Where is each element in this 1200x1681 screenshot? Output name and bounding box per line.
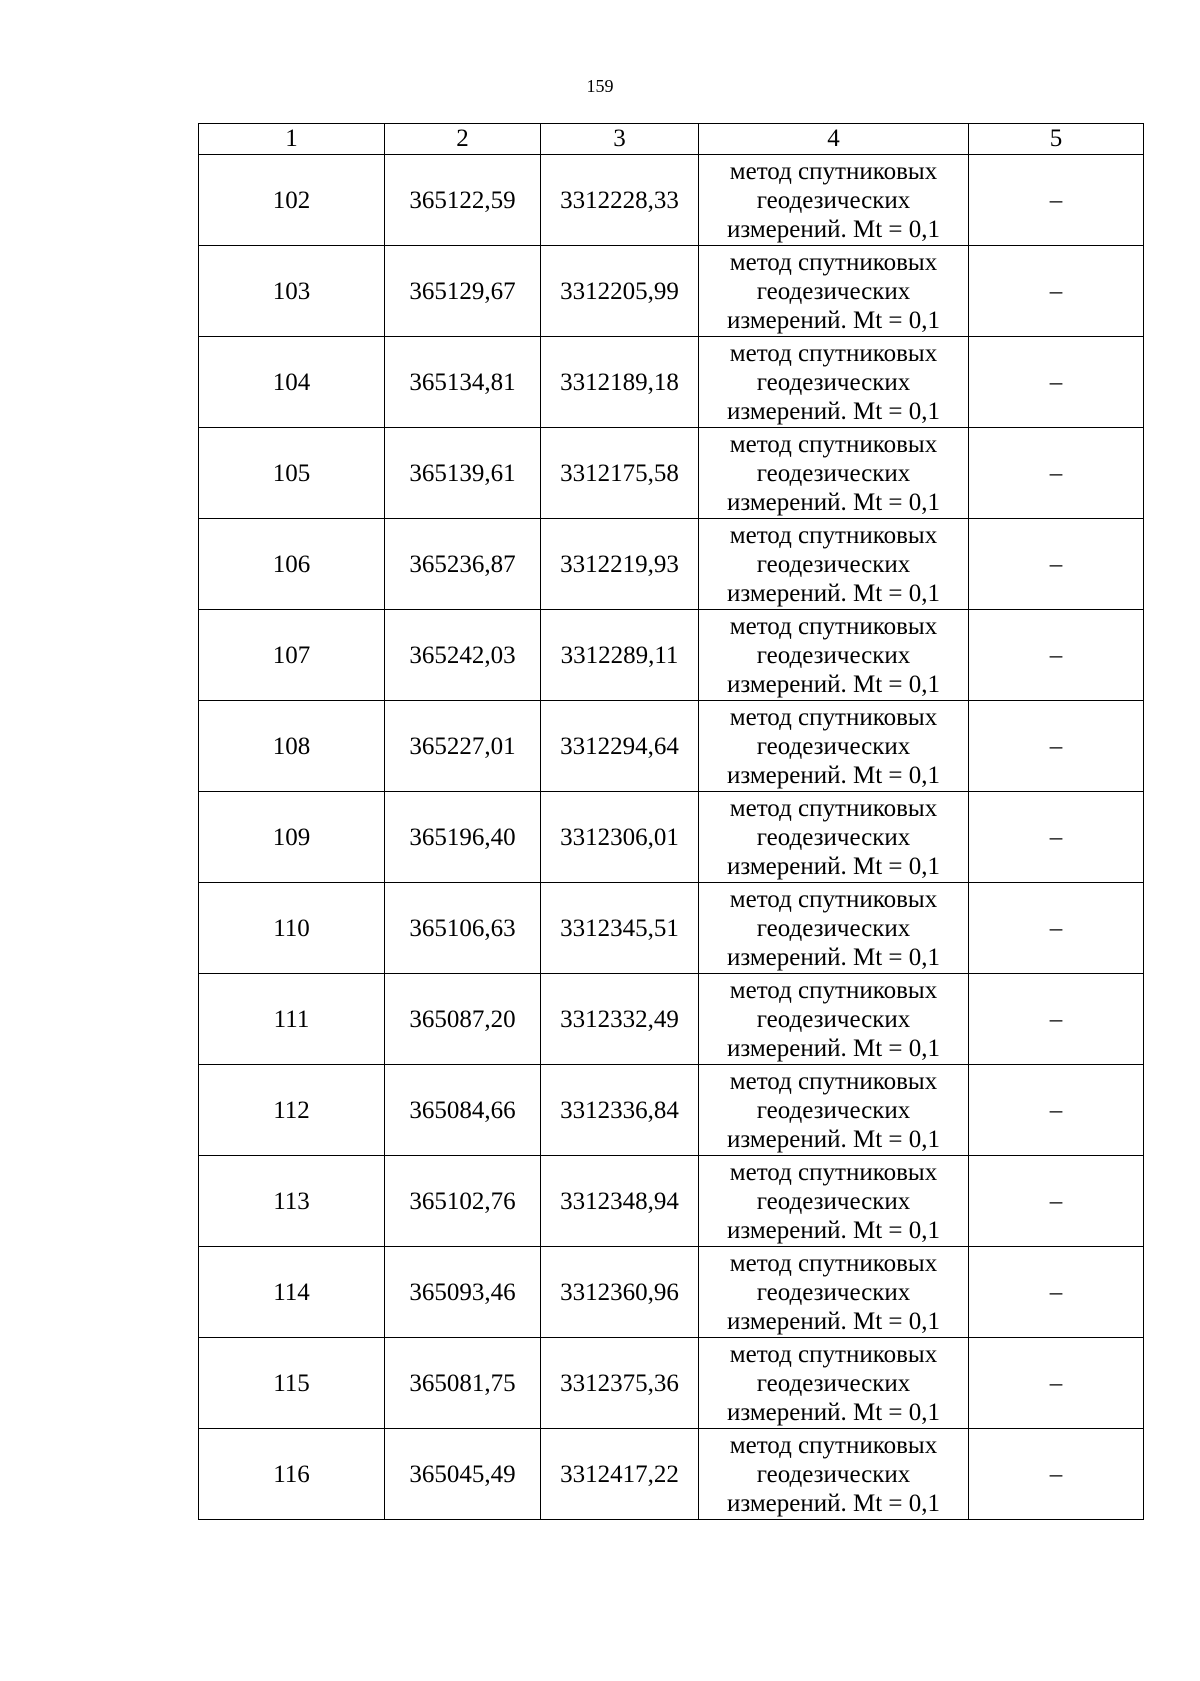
method-line: геодезических <box>756 186 911 214</box>
note-cell: – <box>969 246 1144 337</box>
y-coordinate-cell: 3312205,99 <box>541 246 699 337</box>
note-cell: – <box>969 1156 1144 1247</box>
note-cell: – <box>969 1338 1144 1429</box>
point-number-cell: 113 <box>199 1156 385 1247</box>
method-cell <box>699 1156 969 1247</box>
table-row <box>199 428 1144 519</box>
table-row <box>199 1247 1144 1338</box>
method-line: геодезических <box>756 1460 911 1488</box>
y-coordinate-cell: 3312375,36 <box>541 1338 699 1429</box>
table-row <box>199 701 1144 792</box>
table-row <box>199 1338 1144 1429</box>
method-line: геодезических <box>756 459 911 487</box>
method-line: измерений. Mt = 0,1 <box>726 579 941 607</box>
x-coordinate-cell: 365134,81 <box>385 337 541 428</box>
method-line: измерений. Mt = 0,1 <box>726 215 941 243</box>
note-cell: – <box>969 1429 1144 1520</box>
method-line: геодезических <box>756 732 911 760</box>
note-cell: – <box>969 701 1144 792</box>
y-coordinate-cell: 3312336,84 <box>541 1065 699 1156</box>
method-cell <box>699 1338 969 1429</box>
table-row <box>199 1429 1144 1520</box>
note-cell: – <box>969 519 1144 610</box>
method-cell <box>699 792 969 883</box>
point-number-cell: 109 <box>199 792 385 883</box>
note-cell: – <box>969 1247 1144 1338</box>
point-number-cell: 105 <box>199 428 385 519</box>
table-row <box>199 1156 1144 1247</box>
y-coordinate-cell: 3312332,49 <box>541 974 699 1065</box>
x-coordinate-cell: 365129,67 <box>385 246 541 337</box>
y-coordinate-cell: 3312228,33 <box>541 155 699 246</box>
method-cell <box>699 155 969 246</box>
method-cell <box>699 610 969 701</box>
method-cell <box>699 974 969 1065</box>
method-line: метод спутниковых <box>729 157 938 185</box>
method-line: измерений. Mt = 0,1 <box>726 1034 941 1062</box>
y-coordinate-cell: 3312289,11 <box>541 610 699 701</box>
method-cell <box>699 428 969 519</box>
column-header-1: 1 <box>199 124 385 155</box>
table-row <box>199 883 1144 974</box>
method-line: геодезических <box>756 550 911 578</box>
point-number-cell: 110 <box>199 883 385 974</box>
method-line: метод спутниковых <box>729 1431 938 1459</box>
table-row <box>199 155 1144 246</box>
point-number-cell: 106 <box>199 519 385 610</box>
y-coordinate-cell: 3312175,58 <box>541 428 699 519</box>
method-cell <box>699 1429 969 1520</box>
method-line: измерений. Mt = 0,1 <box>726 943 941 971</box>
point-number-cell: 103 <box>199 246 385 337</box>
point-number-cell: 108 <box>199 701 385 792</box>
y-coordinate-cell: 3312345,51 <box>541 883 699 974</box>
method-line: метод спутниковых <box>729 1067 938 1095</box>
method-cell <box>699 337 969 428</box>
point-number-cell: 107 <box>199 610 385 701</box>
x-coordinate-cell: 365087,20 <box>385 974 541 1065</box>
method-line: измерений. Mt = 0,1 <box>726 1489 941 1517</box>
point-number-cell: 116 <box>199 1429 385 1520</box>
note-cell: – <box>969 428 1144 519</box>
table-row <box>199 974 1144 1065</box>
note-cell: – <box>969 974 1144 1065</box>
method-cell <box>699 246 969 337</box>
table-row <box>199 792 1144 883</box>
column-header-4: 4 <box>699 124 969 155</box>
method-line: измерений. Mt = 0,1 <box>726 852 941 880</box>
table-row <box>199 519 1144 610</box>
x-coordinate-cell: 365122,59 <box>385 155 541 246</box>
method-line: метод спутниковых <box>729 976 938 1004</box>
method-line: геодезических <box>756 1005 911 1033</box>
method-line: метод спутниковых <box>729 794 938 822</box>
point-number-cell: 104 <box>199 337 385 428</box>
method-cell <box>699 1065 969 1156</box>
method-line: измерений. Mt = 0,1 <box>726 488 941 516</box>
method-line: геодезических <box>756 1278 911 1306</box>
method-line: геодезических <box>756 368 911 396</box>
method-line: метод спутниковых <box>729 703 938 731</box>
point-number-cell: 114 <box>199 1247 385 1338</box>
method-line: геодезических <box>756 914 911 942</box>
y-coordinate-cell: 3312348,94 <box>541 1156 699 1247</box>
method-line: измерений. Mt = 0,1 <box>726 1307 941 1335</box>
table-row <box>199 610 1144 701</box>
table-row <box>199 1065 1144 1156</box>
table-body <box>199 124 1144 1520</box>
method-line: геодезических <box>756 277 911 305</box>
note-cell: – <box>969 337 1144 428</box>
method-cell <box>699 883 969 974</box>
x-coordinate-cell: 365242,03 <box>385 610 541 701</box>
method-line: метод спутниковых <box>729 1158 938 1186</box>
x-coordinate-cell: 365093,46 <box>385 1247 541 1338</box>
method-line: метод спутниковых <box>729 339 938 367</box>
x-coordinate-cell: 365227,01 <box>385 701 541 792</box>
method-cell <box>699 701 969 792</box>
method-line: метод спутниковых <box>729 521 938 549</box>
point-number-cell: 115 <box>199 1338 385 1429</box>
note-cell: – <box>969 1065 1144 1156</box>
method-cell <box>699 519 969 610</box>
x-coordinate-cell: 365106,63 <box>385 883 541 974</box>
y-coordinate-cell: 3312219,93 <box>541 519 699 610</box>
method-line: измерений. Mt = 0,1 <box>726 1125 941 1153</box>
coordinates-table <box>198 123 1144 1520</box>
method-line: измерений. Mt = 0,1 <box>726 1216 941 1244</box>
point-number-cell: 111 <box>199 974 385 1065</box>
method-line: измерений. Mt = 0,1 <box>726 306 941 334</box>
x-coordinate-cell: 365081,75 <box>385 1338 541 1429</box>
method-line: метод спутниковых <box>729 885 938 913</box>
method-cell <box>699 1247 969 1338</box>
table-header-row <box>199 124 1144 155</box>
method-line: измерений. Mt = 0,1 <box>726 670 941 698</box>
method-line: измерений. Mt = 0,1 <box>726 761 941 789</box>
column-header-5: 5 <box>969 124 1144 155</box>
x-coordinate-cell: 365196,40 <box>385 792 541 883</box>
method-line: метод спутниковых <box>729 430 938 458</box>
note-cell: – <box>969 792 1144 883</box>
page-number: 159 <box>586 76 614 96</box>
method-line: измерений. Mt = 0,1 <box>726 1398 941 1426</box>
y-coordinate-cell: 3312417,22 <box>541 1429 699 1520</box>
x-coordinate-cell: 365084,66 <box>385 1065 541 1156</box>
table-row <box>199 337 1144 428</box>
method-line: геодезических <box>756 1187 911 1215</box>
column-header-3: 3 <box>541 124 699 155</box>
method-line: метод спутниковых <box>729 1249 938 1277</box>
method-line: геодезических <box>756 1096 911 1124</box>
point-number-cell: 102 <box>199 155 385 246</box>
x-coordinate-cell: 365139,61 <box>385 428 541 519</box>
note-cell: – <box>969 883 1144 974</box>
y-coordinate-cell: 3312306,01 <box>541 792 699 883</box>
x-coordinate-cell: 365236,87 <box>385 519 541 610</box>
point-number-cell: 112 <box>199 1065 385 1156</box>
y-coordinate-cell: 3312294,64 <box>541 701 699 792</box>
note-cell: – <box>969 155 1144 246</box>
method-line: метод спутниковых <box>729 1340 938 1368</box>
x-coordinate-cell: 365102,76 <box>385 1156 541 1247</box>
y-coordinate-cell: 3312360,96 <box>541 1247 699 1338</box>
method-line: измерений. Mt = 0,1 <box>726 397 941 425</box>
x-coordinate-cell: 365045,49 <box>385 1429 541 1520</box>
method-line: метод спутниковых <box>729 248 938 276</box>
method-line: геодезических <box>756 1369 911 1397</box>
column-header-2: 2 <box>385 124 541 155</box>
method-line: геодезических <box>756 641 911 669</box>
table-row <box>199 246 1144 337</box>
method-line: геодезических <box>756 823 911 851</box>
note-cell: – <box>969 610 1144 701</box>
y-coordinate-cell: 3312189,18 <box>541 337 699 428</box>
method-line: метод спутниковых <box>729 612 938 640</box>
